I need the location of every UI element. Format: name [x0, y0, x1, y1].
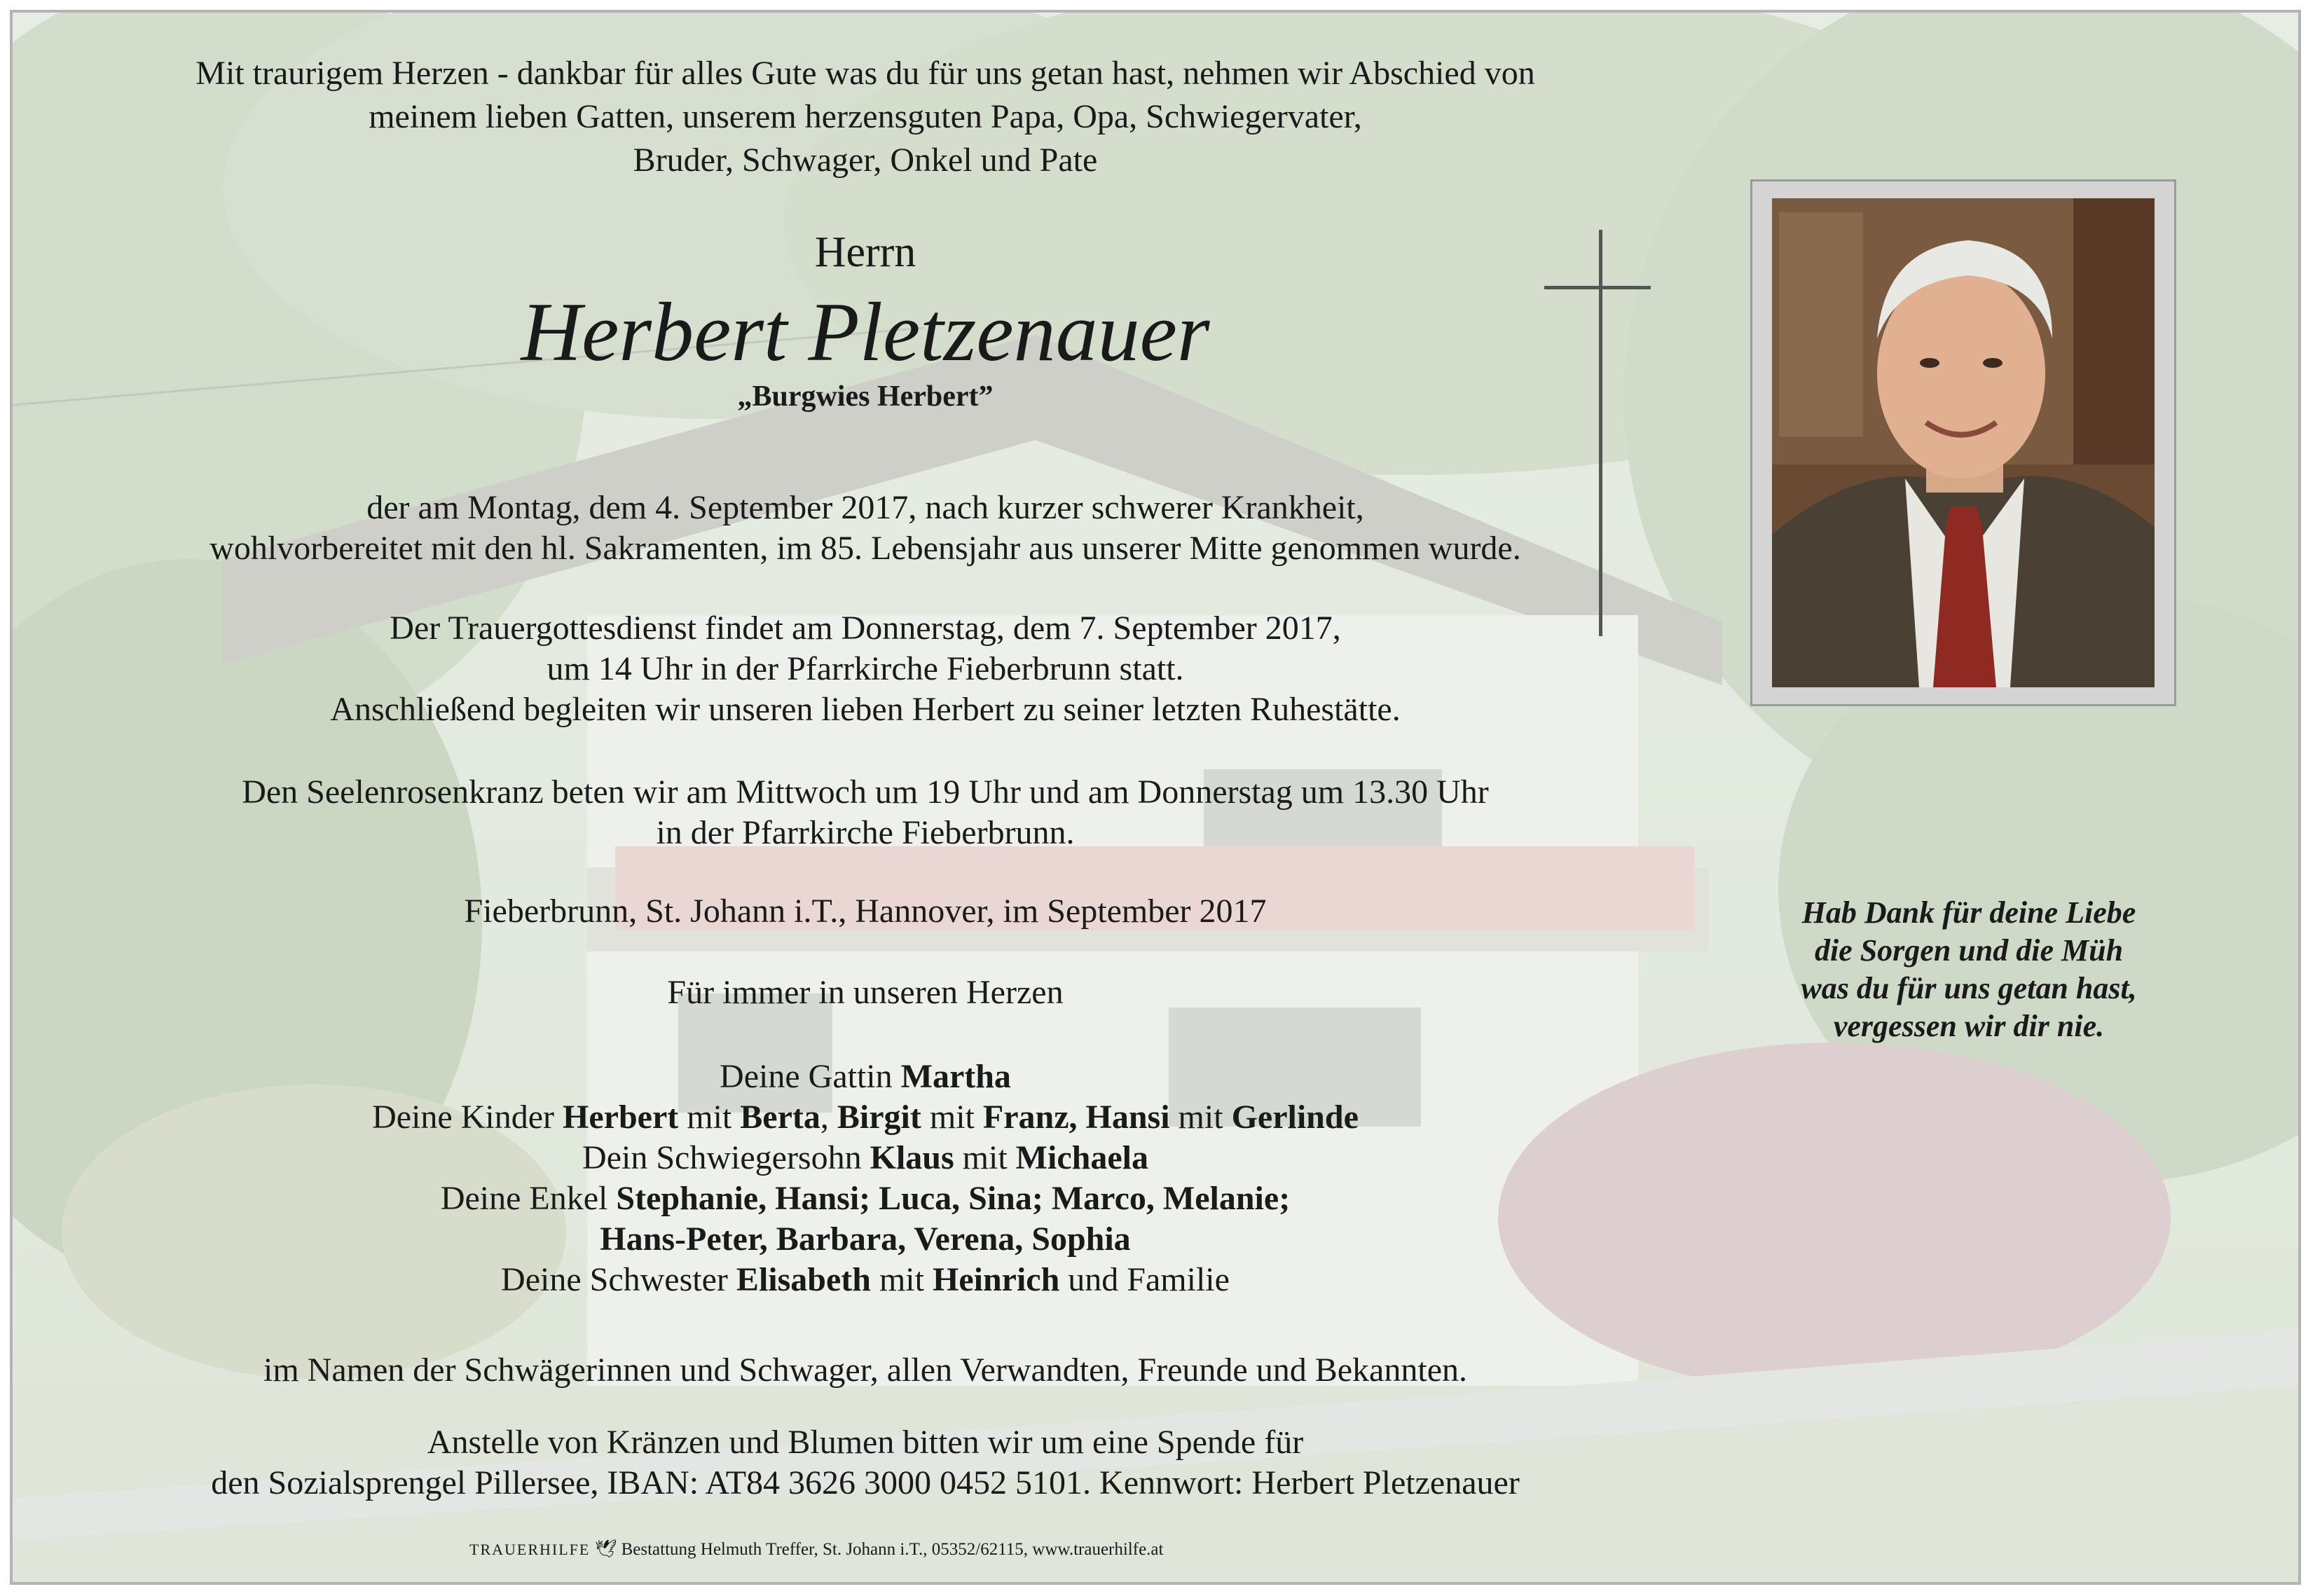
family-member-name: Herbert — [563, 1099, 679, 1136]
closing-line: im Namen der Schwägerinnen und Schwager, allen Verwandten, Freunde und Bekannten. — [263, 1351, 1467, 1389]
family-member-name: Hans-Peter, Barbara, Verena, Sophia — [600, 1220, 1131, 1258]
portrait-photo — [1772, 198, 2155, 687]
quote-line: Hab Dank für deine Liebe — [1801, 895, 2136, 930]
family-member-name: Berta — [740, 1099, 820, 1136]
cross-icon-bar — [1544, 286, 1651, 289]
rosary-line: in der Pfarrkirche Fieberbrunn. — [656, 814, 1075, 851]
rosary-info — [70, 772, 1661, 853]
family-relation-text: mit — [678, 1099, 741, 1136]
donation-request — [70, 1422, 1661, 1504]
family-line — [70, 1057, 1661, 1097]
death-notice — [70, 488, 1661, 569]
family-member-name: Gerlinde — [1231, 1099, 1359, 1136]
quote-line: vergessen wir dir nie. — [1833, 1009, 2105, 1043]
family-relation-text: Deine Kinder — [372, 1099, 563, 1136]
family-relation-text: mit — [1169, 1099, 1232, 1136]
angel-icon: 🕊︎ — [594, 1540, 617, 1559]
salutation: Herrn — [814, 228, 916, 276]
family-relation-text: Deine Enkel — [440, 1180, 617, 1217]
family-relation-text: mit — [954, 1139, 1016, 1176]
family-relation-text: mit — [921, 1099, 983, 1136]
intro-line: meinem lieben Gatten, unserem herzensguten Papa, Opa, Schwiegervater, — [369, 98, 1362, 135]
intro-line: Bruder, Schwager, Onkel und Pate — [633, 142, 1098, 179]
death-notice-line: der am Montag, dem 4. September 2017, nach kurzer schwerer Krankheit, — [366, 489, 1364, 526]
family-line — [70, 1219, 1661, 1260]
family-member-name: Stephanie, Hansi; Luca, Sina; Marco, Melanie; — [616, 1180, 1291, 1217]
family-member-name: Heinrich — [932, 1261, 1060, 1298]
intro-line: Mit traurigem Herzen - dankbar für alles Gute was du für uns getan hast, nehmen wir Abschied von — [195, 55, 1535, 92]
footer-text: Bestattung Helmuth Treffer, St. Johann i.T., 05352/62115, www.trauerhilfe.at — [621, 1540, 1164, 1559]
family-relation-text: , — [820, 1099, 837, 1136]
family-member-name: Franz, Hansi — [982, 1099, 1170, 1136]
family-relation-text: und Familie — [1059, 1261, 1230, 1298]
family-member-name: Michaela — [1015, 1139, 1148, 1176]
donation-line: Anstelle von Kränzen und Blumen bitten wir um eine Spende für — [427, 1424, 1304, 1461]
family-relation-text: Dein Schwiegersohn — [582, 1139, 870, 1176]
family-member-name: Martha — [900, 1058, 1011, 1095]
family-list — [70, 1057, 1661, 1300]
family-relation-text: Deine Gattin — [720, 1058, 901, 1095]
funeral-info — [70, 608, 1661, 730]
family-line — [70, 1097, 1661, 1138]
portrait-frame — [1750, 179, 2176, 706]
family-member-name: Birgit — [837, 1099, 921, 1136]
funeral-home-footer — [469, 1539, 1520, 1561]
cross-icon — [1599, 230, 1602, 636]
rosary-line: Den Seelenrosenkranz beten wir am Mittwoch um 19 Uhr und am Donnerstag um 13.30 Uhr — [242, 773, 1489, 811]
death-notice-line: wohlvorbereitet mit den hl. Sakramenten, im 85. Lebensjahr aus unserer Mitte genommen wurde. — [209, 530, 1521, 567]
place-date: Fieberbrunn, St. Johann i.T., Hannover, im September 2017 — [464, 893, 1267, 930]
family-line — [70, 1178, 1661, 1219]
deceased-name: Herbert Pletzenauer — [521, 285, 1210, 378]
family-member-name: Elisabeth — [736, 1261, 871, 1298]
funeral-line: Der Trauergottesdienst findet am Donnerstag, dem 7. September 2017, — [390, 610, 1341, 647]
quote-line: die Sorgen und die Müh — [1814, 933, 2124, 968]
funeral-line: Anschließend begleiten wir unseren lieben Herbert zu seiner letzten Ruhestätte. — [330, 691, 1401, 728]
family-member-name: Klaus — [870, 1139, 954, 1176]
family-line — [70, 1260, 1661, 1300]
memorial-quote — [1703, 894, 2235, 1045]
deceased-nickname: „Burgwies Herbert” — [737, 380, 994, 413]
funeral-line: um 14 Uhr in der Pfarrkirche Fieberbrunn statt. — [547, 650, 1184, 687]
forever-line: Für immer in unseren Herzen — [667, 974, 1064, 1011]
quote-line: was du für uns getan hast, — [1801, 971, 2137, 1005]
family-line — [70, 1138, 1661, 1178]
family-relation-text: mit — [870, 1261, 933, 1298]
donation-line: den Sozialsprengel Pillersee, IBAN: AT84 3626 3000 0452 5101. Kennwort: Herbert Pletzenauer — [211, 1464, 1520, 1501]
intro-text — [70, 52, 1661, 182]
family-relation-text: Deine Schwester — [501, 1261, 736, 1298]
footer-brand: TRAUERHILFE — [469, 1541, 591, 1558]
